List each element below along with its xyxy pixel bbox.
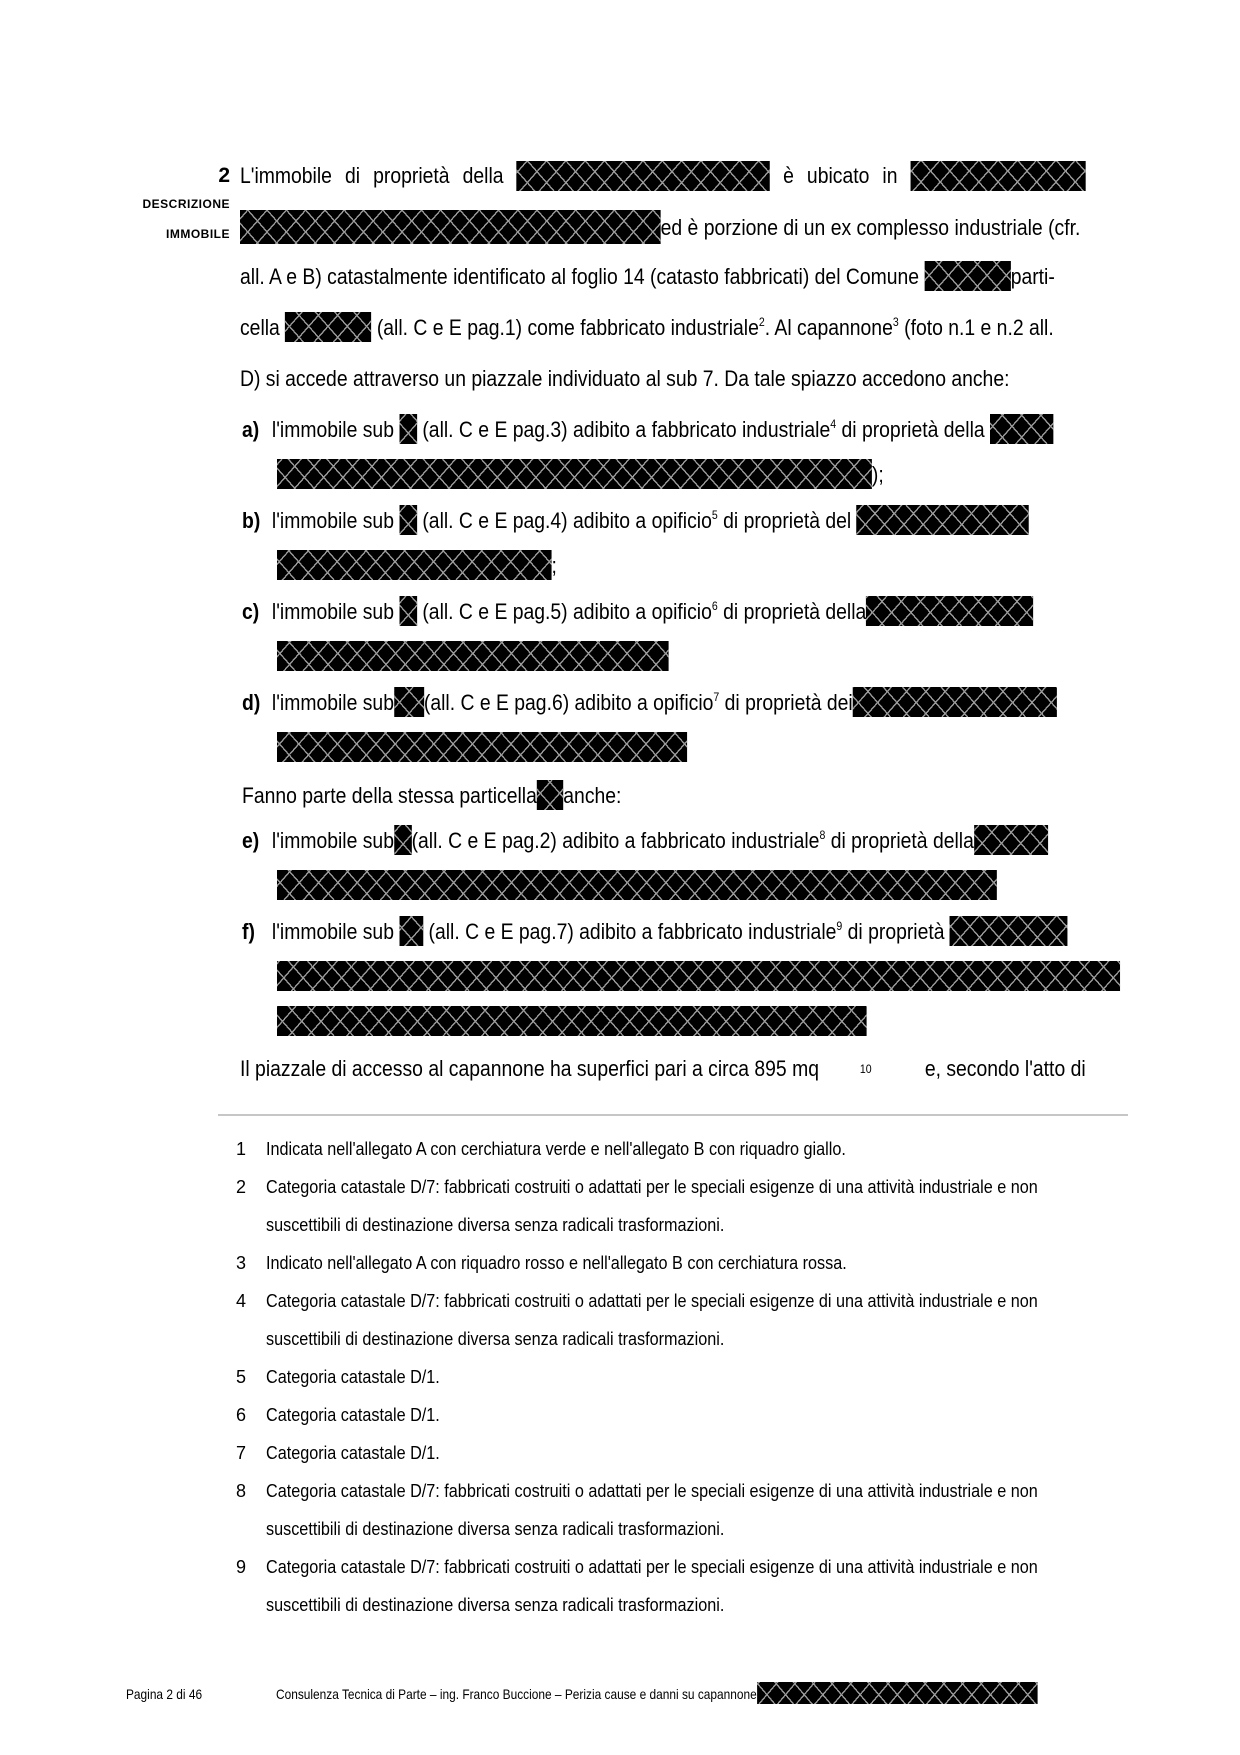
- footnote-text: Categoria catastale D/1.: [266, 1367, 440, 1387]
- redaction-particella: [285, 312, 371, 342]
- redaction-owner-b-cont: [277, 550, 552, 580]
- footnote-8-cont: [236, 1516, 775, 1542]
- list-item-f-cont2: [277, 1006, 867, 1038]
- footnote-text: Categoria catastale D/7: fabbricati costruiti o adattati per le speciali esigenze di una attività industriale e non: [266, 1177, 1038, 1197]
- body-line-last: Il piazzale di accesso al capannone ha superfici pari a circa 895 mq 10 e, secondo l'atto di: [240, 1056, 1086, 1081]
- redaction-comune: [924, 261, 1010, 291]
- body-line-2: ed è porzione di un ex complesso industriale (cfr.: [240, 210, 1080, 242]
- redaction-location: [911, 161, 1086, 191]
- footnote-text: suscettibili di destinazione diversa senza radicali trasformazioni.: [266, 1595, 725, 1615]
- redaction-owner-b: [857, 505, 1029, 535]
- redaction-footer: [757, 1682, 1038, 1704]
- list-item-f: f) l'immobile sub (all. C e E pag.7) adibito a fabbricato industriale$^9$ di proprietà: [242, 916, 1068, 948]
- redaction-owner-d: [853, 687, 1057, 717]
- footnote-number: 8: [236, 1481, 247, 1501]
- footnote-4: [236, 1288, 1124, 1314]
- redaction-owner-d-cont: [277, 732, 687, 762]
- list-item-a-cont: );: [277, 459, 884, 491]
- footnote-4-cont: [236, 1326, 775, 1352]
- redaction-owner-f-cont2: [277, 1006, 867, 1036]
- footnote-text: suscettibili di destinazione diversa senza radicali trasformazioni.: [266, 1329, 725, 1349]
- redaction-sub-e: [394, 825, 412, 855]
- footnote-text: Indicato nell'allegato A con riquadro rosso e nell'allegato B con cerchiatura rossa.: [266, 1253, 847, 1273]
- list-item-c-cont: [277, 641, 669, 673]
- footnote-text: suscettibili di destinazione diversa senza radicali trasformazioni.: [266, 1215, 725, 1235]
- footnote-6: [236, 1402, 459, 1428]
- footnote-number: 7: [236, 1443, 247, 1463]
- redaction-owner-c-cont: [277, 641, 669, 671]
- redaction-owner-a-cont: [277, 459, 872, 489]
- footnote-number: 4: [236, 1291, 247, 1311]
- list-item-a: a) l'immobile sub (all. C e E pag.3) adibito a fabbricato industriale$^4$ di proprietà della: [242, 414, 1053, 446]
- footnote-1: [236, 1136, 910, 1162]
- footnote-text: Categoria catastale D/7: fabbricati costruiti o adattati per le speciali esigenze di una attività industriale e non: [266, 1291, 1038, 1311]
- footnote-separator: [218, 1114, 1128, 1116]
- section-number: 2: [218, 164, 230, 187]
- redaction-owner-a: [990, 414, 1053, 444]
- list-item-b-cont: ;: [277, 550, 557, 582]
- redaction-owner-e: [974, 825, 1048, 855]
- footnote-text: Categoria catastale D/1.: [266, 1443, 440, 1463]
- footer-page-number: Pagina 2 di 46: [126, 1686, 203, 1702]
- body-line-3: all. A e B) catastalmente identificato al foglio 14 (catasto fabbricati) del Comune parti-: [240, 261, 1055, 293]
- footnote-text: Indicata nell'allegato A con cerchiatura verde e nell'allegato B con riquadro giallo.: [266, 1139, 846, 1159]
- body-line-1: L'immobile di proprietà della è ubicato in: [240, 160, 1086, 192]
- list-item-d: d) l'immobile sub (all. C e E pag.6) adibito a opificio$^7$ di proprietà dei: [242, 687, 1057, 719]
- redaction-owner-f-cont1: [277, 961, 1120, 991]
- footnote-number: 1: [236, 1139, 247, 1159]
- list-item-e-cont: [277, 870, 997, 902]
- footnote-number: 9: [236, 1557, 247, 1577]
- redaction-sub-c: [399, 596, 417, 626]
- redaction-particella-2: [537, 780, 563, 810]
- footnote-8: [236, 1478, 1124, 1504]
- footnote-5: [236, 1364, 459, 1390]
- list-item-c: c) l'immobile sub (all. C e E pag.5) adibito a opificio$^6$ di proprietà della: [242, 596, 1033, 628]
- section-side-label-line2: IMMOBILE: [166, 227, 230, 241]
- footnote-9: [236, 1554, 1124, 1580]
- redaction-sub-b: [399, 505, 417, 535]
- section-side-label-line1: DESCRIZIONE: [142, 197, 230, 211]
- footnote-number: 6: [236, 1405, 247, 1425]
- redaction-owner-f: [950, 916, 1068, 946]
- footnote-3: [236, 1250, 911, 1276]
- footnote-text: Categoria catastale D/1.: [266, 1405, 440, 1425]
- list-item-e: e) l'immobile sub (all. C e E pag.2) adibito a fabbricato industriale$^8$ di proprietà della: [242, 825, 1048, 857]
- footnote-9-cont: [236, 1592, 775, 1618]
- footnote-2: [236, 1174, 1124, 1200]
- redaction-sub-f: [399, 916, 423, 946]
- footnote-text: suscettibili di destinazione diversa senza radicali trasformazioni.: [266, 1519, 725, 1539]
- list-item-d-cont: [277, 732, 687, 764]
- redaction-owner: [517, 161, 770, 191]
- footnote-2-cont: [236, 1212, 775, 1238]
- footnote-7: [236, 1440, 459, 1466]
- body-line-particella: Fanno parte della stessa particella anche:: [242, 780, 621, 812]
- list-item-f-cont1: [277, 961, 1120, 993]
- redaction-sub-d: [394, 687, 424, 717]
- redaction-sub-a: [399, 414, 417, 444]
- footnote-text: Categoria catastale D/7: fabbricati costruiti o adattati per le speciali esigenze di una attività industriale e non: [266, 1557, 1038, 1577]
- footnote-text: Categoria catastale D/7: fabbricati costruiti o adattati per le speciali esigenze di una attività industriale e non: [266, 1481, 1038, 1501]
- footnote-number: 3: [236, 1253, 247, 1273]
- body-line-4: cella (all. C e E pag.1) come fabbricato industriale$^2$. Al capannone$^3$ (foto n.1 e n.2 all.: [240, 312, 1054, 344]
- list-item-b: b) l'immobile sub (all. C e E pag.4) adibito a opificio$^5$ di proprietà del: [242, 505, 1029, 537]
- footnote-number: 5: [236, 1367, 247, 1387]
- redaction-owner-e-cont: [277, 870, 997, 900]
- redaction-owner-c: [866, 596, 1033, 626]
- footnote-number: 2: [236, 1177, 247, 1197]
- footer-document-title: Consulenza Tecnica di Parte – ing. Franco Buccione – Perizia cause e danni su capannone: [276, 1682, 1172, 1706]
- redaction-address: [240, 210, 661, 244]
- body-line-5: D) si accede attraverso un piazzale individuato al sub 7. Da tale spiazzo accedono anche:: [240, 366, 1010, 391]
